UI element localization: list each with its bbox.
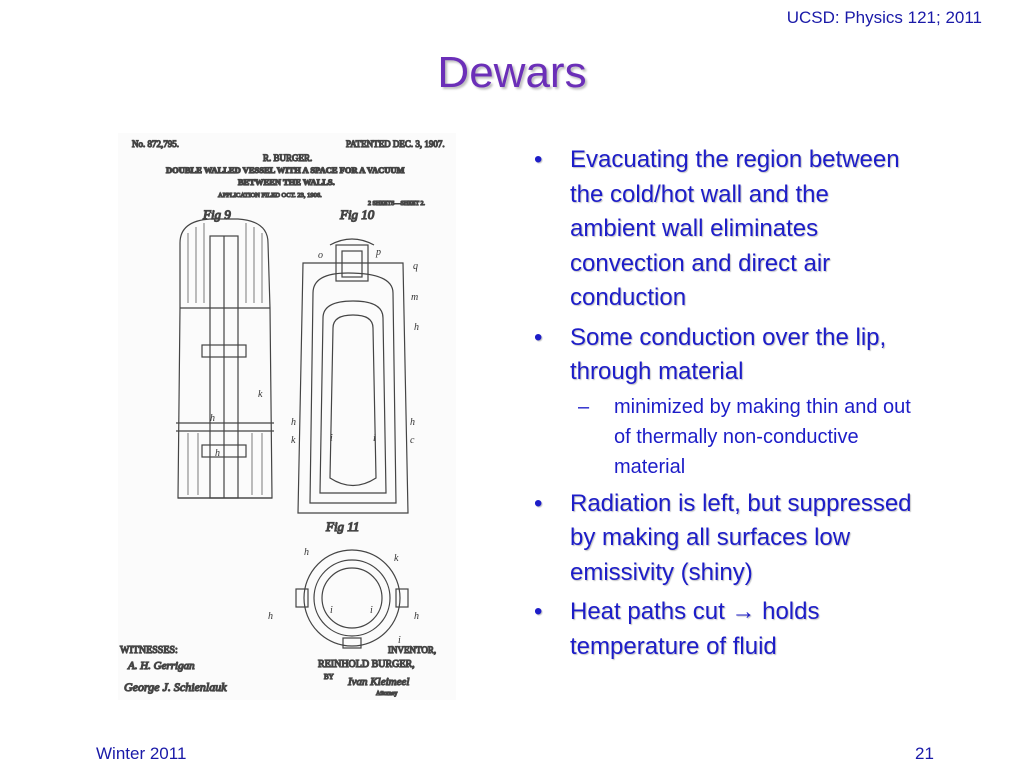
patent-filed: APPLICATION FILED OCT. 23, 1906. [218, 192, 322, 199]
sub-bullet-text: minimized by making thin and out of thermally non-conductive material [614, 395, 911, 478]
attorney-label: Attorney [376, 691, 398, 697]
bullet-mark: • [534, 489, 543, 517]
svg-text:h: h [304, 547, 309, 558]
svg-text:c: c [410, 435, 415, 446]
patent-date: PATENTED DEC. 3, 1907. [346, 139, 445, 149]
patent-title-2: BETWEEN THE WALLS. [238, 177, 335, 187]
svg-text:o: o [318, 250, 323, 261]
attorney-signature: Ivan Kleimeel [348, 676, 410, 688]
patent-number: No. 872,795. [132, 139, 179, 149]
bullet-item [534, 143, 919, 316]
svg-text:i: i [330, 433, 333, 444]
svg-text:m: m [411, 292, 419, 303]
svg-text:k: k [394, 553, 399, 564]
inventor-label: INVENTOR, [388, 645, 437, 655]
fig11-label: Fig 11 [326, 519, 360, 534]
bullet-text: Evacuating the region between the cold/hot wall and the ambient wall eliminates convection and direct air conduction [570, 146, 900, 311]
bullet-item [534, 321, 919, 390]
slide-title: Dewars [437, 48, 587, 97]
svg-text:h: h [210, 413, 215, 424]
footer-term: Winter 2011 [96, 744, 187, 763]
patent-inventor: R. BURGER. [263, 153, 313, 163]
patent-drawing [118, 133, 456, 700]
patent-sheets: 2 SHEETS—SHEET 2. [368, 201, 426, 207]
svg-text:i: i [398, 635, 401, 646]
svg-text:h: h [410, 417, 415, 428]
bullet-text: Some conduction over the lip, through material [570, 323, 887, 385]
bullet-mark: • [534, 598, 543, 625]
svg-text:h: h [268, 611, 273, 622]
bullet-mark: • [534, 323, 543, 351]
patent-svg [118, 133, 456, 700]
patent-title-1: DOUBLE WALLED VESSEL WITH A SPACE FOR A VACUUM [166, 165, 405, 175]
svg-text:k: k [291, 435, 296, 446]
svg-text:k: k [258, 389, 263, 400]
svg-text:h: h [291, 417, 296, 428]
svg-text:q: q [413, 261, 418, 272]
bullet-mark: • [534, 146, 543, 173]
svg-text:i: i [373, 433, 376, 444]
svg-text:h: h [414, 611, 419, 622]
svg-text:h: h [215, 448, 220, 459]
fig9-label: Fig 9 [203, 207, 231, 222]
bullet-text: Radiation is left, but suppressed by making all surfaces low emissivity (shiny) [570, 489, 912, 586]
fig10-drawing [291, 239, 419, 513]
sub-bullet-item [534, 392, 919, 482]
bullet-item [534, 595, 919, 664]
svg-text:p: p [376, 247, 381, 258]
witnesses-label: WITNESSES: [120, 645, 178, 656]
by-label: BY [324, 673, 334, 681]
fig11-drawing [268, 547, 419, 648]
svg-text:h: h [414, 322, 419, 333]
bullet-text: Heat paths cut → holds temperature of fluid [570, 598, 820, 660]
sub-bullet-mark: – [578, 395, 590, 418]
fig9-drawing [176, 219, 274, 498]
course-header: UCSD: Physics 121; 2011 [786, 8, 982, 27]
witness-signature-2: George J. Schienlauk [124, 680, 227, 694]
slide-number: 21 [915, 744, 934, 763]
svg-text:i: i [330, 605, 333, 616]
fig10-label: Fig 10 [340, 207, 375, 222]
bullet-list [534, 143, 919, 664]
inventor-name: REINHOLD BURGER, [318, 659, 415, 670]
witness-signature-1: A. H. Gerrigan [128, 660, 195, 672]
svg-text:i: i [370, 605, 373, 616]
bullet-item [534, 487, 919, 591]
